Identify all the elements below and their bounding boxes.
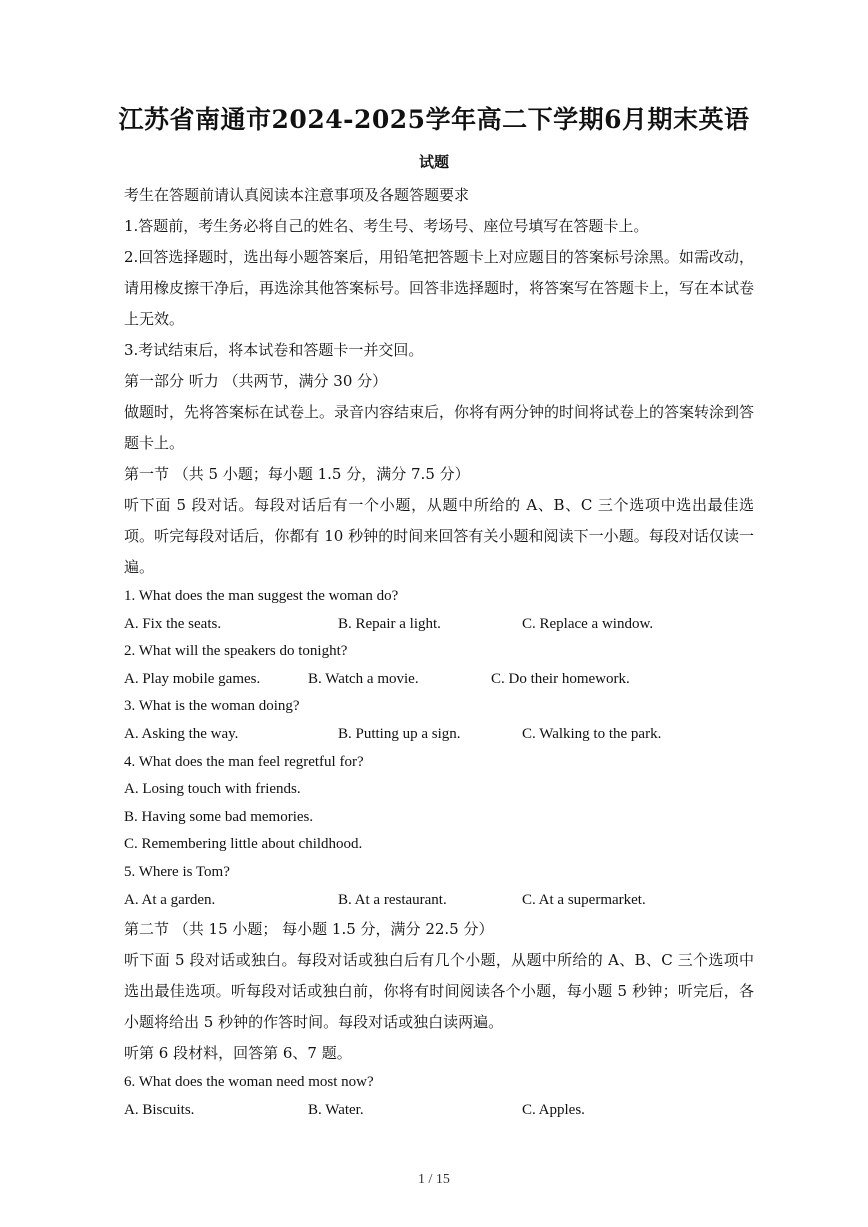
notice-item-2: 2.回答选择题时，选出每小题答案后，用铅笔把答题卡上对应题目的答案标号涂黑。如需改动，请用橡皮擦干净后，再选涂其他答案标号。回答非选择题时，将答案写在答题卡上，写在本试卷上无效。 xyxy=(124,248,755,328)
option-a: A. Play mobile games. xyxy=(124,670,261,687)
option-a: A. Asking the way. xyxy=(124,725,239,742)
question-5-stem: 5. Where is Tom? xyxy=(124,863,230,880)
option-c: C. At a supermarket. xyxy=(522,891,646,908)
option-b: B. At a restaurant. xyxy=(338,891,447,908)
option-c: C. Remembering little about childhood. xyxy=(124,836,363,853)
question-3-stem: 3. What is the woman doing? xyxy=(124,698,300,715)
option-a: A. Biscuits. xyxy=(124,1101,195,1118)
section1-heading: 第一节 （共 5 小题；每小题 1.5 分，满分 7.5 分） xyxy=(124,465,470,483)
question-1-stem: 1. What does the man suggest the woman do? xyxy=(124,588,399,604)
section2-heading: 第二节 （共 15 小题； 每小题 1.5 分，满分 22.5 分） xyxy=(124,920,494,939)
option-a: A. At a garden. xyxy=(124,891,216,908)
material-note: 听第 6 段材料，回答第 6、7 题。 xyxy=(124,1044,352,1063)
question-3-options xyxy=(124,721,754,749)
option-a: A. Losing touch with friends. xyxy=(124,781,301,798)
section1-instruction: 听下面 5 段对话。每段对话后有一个小题，从题中所给的 A、B、C 三个选项中选出最佳选项。听完每段对话后，你都有 10 秒钟的时间来回答有关小题和阅读下一小题。每段对话仅读一遍。 xyxy=(124,496,754,576)
question-5-options xyxy=(124,887,754,915)
notice-item-1: 1.答题前，考生务必将自己的姓名、考生号、考场号、座位号填写在答题卡上。 xyxy=(124,217,649,235)
option-b: B. Having some bad memories. xyxy=(124,808,314,825)
notice-heading: 考生在答题前请认真阅读本注意事项及各题答题要求 xyxy=(124,186,470,204)
option-c: C. Do their homework. xyxy=(491,670,630,687)
question-2-stem: 2. What will the speakers do tonight? xyxy=(124,643,348,660)
page-title: 江苏省南通市2024-2025学年高二下学期6月期末英语 xyxy=(118,105,750,134)
option-c: C. Apples. xyxy=(522,1101,585,1118)
page-subtitle: 试题 xyxy=(418,153,449,171)
option-b: B. Putting up a sign. xyxy=(338,725,461,742)
question-2-options xyxy=(124,666,754,694)
question-4-stem: 4. What does the man feel regretful for? xyxy=(124,753,364,770)
question-6-options xyxy=(124,1097,754,1125)
option-b: B. Water. xyxy=(308,1101,364,1118)
page-number: 1 / 15 xyxy=(418,1172,450,1187)
question-1-options xyxy=(124,611,754,639)
part1-instruction: 做题时，先将答案标在试卷上。录音内容结束后，你将有两分钟的时间将试卷上的答案转涂到答题卡上。 xyxy=(124,403,755,452)
option-b: B. Watch a movie. xyxy=(308,670,419,687)
option-c: C. Walking to the park. xyxy=(522,725,662,742)
document-body xyxy=(124,180,754,1124)
option-a: A. Fix the seats. xyxy=(124,615,222,632)
notice-item-3: 3.考试结束后，将本试卷和答题卡一并交回。 xyxy=(124,341,424,359)
question-6-stem: 6. What does the woman need most now? xyxy=(124,1074,374,1091)
section2-instruction: 听下面 5 段对话或独白。每段对话或独白后有几个小题，从题中所给的 A、B、C 三个选项中选出最佳选项。听每段对话或独白前，你将有时间阅读各个小题，每小题 5 秒钟；听完后，各小题将给出 5 秒钟的作答时间。每段对话或独白读两遍。 xyxy=(124,951,754,1032)
part1-heading: 第一部分 听力 （共两节，满分 30 分） xyxy=(124,372,388,390)
option-b: B. Repair a light. xyxy=(338,615,441,632)
option-c: C. Replace a window. xyxy=(522,615,654,632)
